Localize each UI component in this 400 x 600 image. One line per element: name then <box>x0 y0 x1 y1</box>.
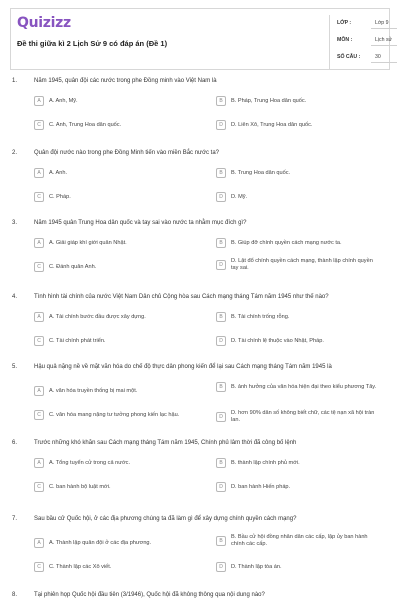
option-key: A <box>34 96 44 106</box>
option-c[interactable] <box>34 482 204 492</box>
option-text: D. Tài chính lệ thuộc vào Nhật, Pháp. <box>231 337 324 344</box>
option-key: B <box>216 238 226 248</box>
option-text: A. Tài chính bước đầu được xây dựng. <box>49 313 146 320</box>
option-a[interactable] <box>34 538 204 548</box>
option-d[interactable] <box>216 192 388 202</box>
option-key: B <box>216 168 226 178</box>
option-c[interactable] <box>34 120 204 130</box>
option-text: B. Trung Hoa dân quốc. <box>231 169 291 176</box>
meta-class-label: LỚP : <box>337 20 352 26</box>
option-b[interactable] <box>216 382 378 392</box>
option-text: B. Giúp đỡ chính quyền cách mạng nước ta. <box>231 239 342 246</box>
option-key: D <box>216 192 226 202</box>
option-text: D. Mỹ. <box>231 193 248 200</box>
option-a[interactable] <box>34 312 204 322</box>
option-text: C. Anh, Trung Hoa dân quốc. <box>49 121 122 128</box>
option-text: A. Thành lập quân đội ở các địa phương. <box>49 539 152 546</box>
option-text: D. hơn 90% dân số không biết chữ, các tệ nạn xã hội tràn lan. <box>231 410 375 423</box>
question-number: 5. <box>12 364 18 370</box>
option-text: A. Tổng tuyển cử trong cả nước. <box>49 459 131 466</box>
question-text: Trước những khó khăn sau Cách mạng tháng Tám năm 1945, Chính phủ lâm thời đã công bố lệnh <box>34 440 297 446</box>
option-key: B <box>216 382 226 392</box>
question-text: Sau bầu cử Quốc hội, ở các địa phương chúng ta đã làm gì để xây dựng chính quyền cách mạng? <box>34 516 297 522</box>
question-number: 2. <box>12 150 18 156</box>
option-text: B. Pháp, Trung Hoa dân quốc. <box>231 97 307 104</box>
option-text: D. Liên Xô, Trung Hoa dân quốc. <box>231 121 313 128</box>
option-d[interactable] <box>216 120 388 130</box>
option-text: C. Thành lập các Xô viết. <box>49 563 112 570</box>
option-d[interactable] <box>216 562 388 572</box>
option-b[interactable] <box>216 168 388 178</box>
option-d[interactable] <box>216 482 388 492</box>
option-text: D. ban hành Hiến pháp. <box>231 483 291 490</box>
option-text: B. thành lập chính phủ mới. <box>231 459 300 466</box>
option-b[interactable] <box>216 312 388 322</box>
option-a[interactable] <box>34 168 204 178</box>
option-key: A <box>34 168 44 178</box>
option-text: C. Tài chính phát triển. <box>49 337 106 344</box>
question-text: Quân đội nước nào trong phe Đồng Minh tiến vào miền Bắc nước ta? <box>34 150 220 156</box>
option-text: A. Anh. <box>49 169 68 176</box>
option-key: A <box>34 312 44 322</box>
option-b[interactable] <box>216 534 378 548</box>
meta-underline <box>371 28 397 29</box>
option-key: B <box>216 312 226 322</box>
option-c[interactable] <box>34 192 204 202</box>
meta-count-value: 30 <box>375 54 381 60</box>
option-c[interactable] <box>34 562 204 572</box>
option-key: C <box>34 192 44 202</box>
option-key: D <box>216 412 226 422</box>
question-number: 6. <box>12 440 18 446</box>
question-number: 8. <box>12 592 18 598</box>
option-text: B. Bầu cử hội đồng nhân dân các cấp, lập ủy ban hành chính các cấp. <box>231 534 368 547</box>
quizizz-logo: Quizizz <box>17 15 71 31</box>
option-text: C. Đánh quân Anh. <box>49 263 97 270</box>
question-text: Năm 1945, quân đội các nước trong phe Đồng minh vào Việt Nam là <box>34 78 217 84</box>
option-key: C <box>34 262 44 272</box>
option-a[interactable] <box>34 386 204 396</box>
option-text: B. Tài chính trống rỗng. <box>231 313 290 320</box>
option-key: D <box>216 562 226 572</box>
option-text: D. Lật đổ chính quyền cách mạng, thành lập chính quyền tay sai. <box>231 258 373 271</box>
worksheet-meta <box>329 15 391 70</box>
question-number: 7. <box>12 516 18 522</box>
option-key: A <box>34 238 44 248</box>
worksheet-header <box>10 8 393 70</box>
option-text: C. văn hóa mang nặng tư tưởng phong kiến lạc hậu. <box>49 411 180 418</box>
option-key: A <box>34 386 44 396</box>
question-text: Hậu quả nặng nề về mặt văn hóa do chế độ thực dân phong kiến để lại sau Cách mạng tháng Tám năm 1945 là <box>34 364 332 370</box>
option-key: D <box>216 482 226 492</box>
option-key: D <box>216 260 226 270</box>
option-key: D <box>216 120 226 130</box>
option-a[interactable] <box>34 458 204 468</box>
meta-subject-label: MÔN : <box>337 37 353 43</box>
option-text: D. Thành lập tòa án. <box>231 563 282 570</box>
option-a[interactable] <box>34 96 204 106</box>
option-d[interactable] <box>216 258 378 272</box>
option-b[interactable] <box>216 96 388 106</box>
question-text: Năm 1945 quân Trung Hoa dân quốc và tay sai vào nước ta nhằm mục đích gì? <box>34 220 247 226</box>
question-text: Tại phiên họp Quốc hội đầu tiên (3/1946), Quốc hội đã không thông qua nội dung nào? <box>34 592 265 598</box>
option-key: C <box>34 336 44 346</box>
option-key: B <box>216 96 226 106</box>
option-key: C <box>34 410 44 420</box>
option-key: A <box>34 538 44 548</box>
option-a[interactable] <box>34 238 204 248</box>
option-text: A. văn hóa truyền thống bị mai một. <box>49 387 138 394</box>
option-text: C. ban hành bộ luật mới. <box>49 483 111 490</box>
option-d[interactable] <box>216 410 378 424</box>
meta-subject-value: Lịch sử <box>375 37 393 43</box>
meta-count-label: SỐ CÂU : <box>337 54 361 60</box>
option-key: C <box>34 562 44 572</box>
question-text: Tình hình tài chính của nước Việt Nam Dân chủ Cộng hòa sau Cách mạng tháng Tám năm 1945 như thế nào? <box>34 294 329 300</box>
option-b[interactable] <box>216 458 388 468</box>
option-text: A. Anh, Mỹ. <box>49 97 78 104</box>
option-key: C <box>34 120 44 130</box>
option-key: C <box>34 482 44 492</box>
option-key: D <box>216 336 226 346</box>
meta-class-value: Lớp 9 <box>375 20 389 26</box>
option-b[interactable] <box>216 238 388 248</box>
worksheet-title: Đề thi giữa kì 2 Lịch Sử 9 có đáp án (Đề 1) <box>17 39 168 48</box>
option-text: C. Pháp. <box>49 193 71 200</box>
option-text: B. ảnh hưởng của văn hóa hiện đại theo kiểu phương Tây. <box>231 383 377 390</box>
question-number: 3. <box>12 220 18 226</box>
meta-underline <box>371 62 397 63</box>
question-number: 4. <box>12 294 18 300</box>
option-c[interactable] <box>34 410 194 420</box>
option-text: A. Giải giáp khí giới quân Nhật. <box>49 239 127 246</box>
option-key: A <box>34 458 44 468</box>
option-key: B <box>216 458 226 468</box>
meta-divider <box>329 15 330 70</box>
option-c[interactable] <box>34 336 204 346</box>
question-number: 1. <box>12 78 18 84</box>
meta-underline <box>371 45 397 46</box>
option-d[interactable] <box>216 336 388 346</box>
option-key: B <box>216 536 226 546</box>
option-c[interactable] <box>34 262 204 272</box>
